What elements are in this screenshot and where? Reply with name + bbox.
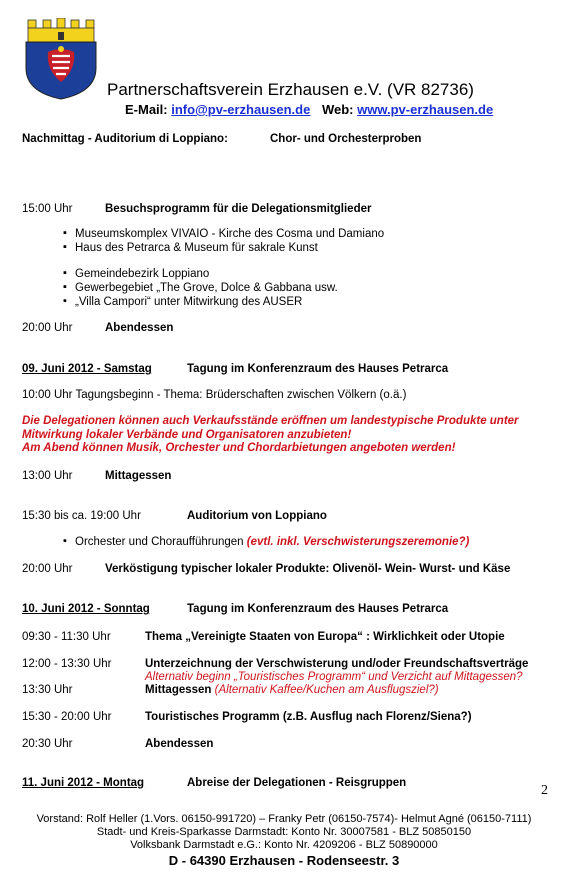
- crest-logo: [22, 18, 100, 100]
- monday-heading: 11. Juni 2012 - Montag: [22, 777, 145, 789]
- sunday-heading: 10. Juni 2012 - Sonntag: [22, 603, 150, 615]
- email-label: E-Mail:: [125, 102, 168, 117]
- visit-time: 15:00 Uhr: [22, 203, 73, 215]
- org-name: Partnerschaftsverein Erzhausen e.V. (VR 82736): [107, 80, 474, 99]
- sunday-item: Unterzeichnung der Verschwisterung und/oder Freundschaftsverträge: [145, 658, 529, 670]
- sunday-lunch-title: Mittagessen: [145, 684, 212, 696]
- monday-title: Abreise der Delegationen - Reisgruppen: [187, 777, 407, 789]
- dinner-title: Abendessen: [105, 322, 174, 334]
- saturday-note: Mitwirkung lokaler Verbände und Organisatoren anzubieten!: [22, 429, 352, 441]
- saturday-title: Tagung im Konferenzraum des Hauses Petrarca: [187, 363, 449, 375]
- saturday-note: Am Abend können Musik, Orchester und Chordarbietungen angeboten werden!: [22, 442, 456, 454]
- web-link[interactable]: www.pv-erzhausen.de: [357, 102, 494, 117]
- visit-item: ▪ Gemeindebezirk Loppiano: [75, 268, 209, 280]
- saturday-start: 10:00 Uhr Tagungsbeginn - Thema: Brüderschaften zwischen Völkern (o.ä.): [22, 389, 407, 401]
- auditorium-time: 15:30 bis ca. 19:00 Uhr: [22, 510, 141, 522]
- sunday-time: 20:30 Uhr: [22, 738, 73, 750]
- saturday-lunch-time: 13:00 Uhr: [22, 470, 73, 482]
- sunday-lunch-line: [145, 684, 439, 696]
- contact-line: [125, 102, 493, 117]
- sunday-time: 09:30 - 11:30 Uhr: [22, 631, 111, 643]
- saturday-note: Die Delegationen können auch Verkaufsstände eröffnen um landestypische Produkte unter: [22, 415, 519, 427]
- sunday-title: Tagung im Konferenzraum des Hauses Petrarca: [187, 603, 449, 615]
- footer-bank-2: Volksbank Darmstadt e.G.: Konto Nr. 4209206 - BLZ 50890000: [130, 839, 438, 851]
- footer-address: D - 64390 Erzhausen - Rodenseestr. 3: [168, 853, 400, 868]
- visit-item: ▪ „Villa Campori“ unter Mitwirkung des AUSER: [75, 296, 302, 308]
- auditorium-item-text: Orchester und Choraufführungen: [75, 536, 244, 548]
- sunday-alt-note: Alternativ beginn „Touristisches Programm“ und Verzicht auf Mittagessen?: [145, 671, 523, 683]
- evening-title: Verköstigung typischer lokaler Produkte: Olivenöl- Wein- Wurst- und Käse: [105, 563, 511, 575]
- sunday-item: Thema „Vereinigte Staaten von Europa“ : Wirklichkeit oder Utopie: [145, 631, 505, 643]
- evening-time: 20:00 Uhr: [22, 563, 73, 575]
- sunday-item: Abendessen: [145, 738, 214, 750]
- sunday-lunch-alt: (Alternativ Kaffee/Kuchen am Ausflugsziel?): [214, 684, 439, 696]
- afternoon-value: Chor- und Orchesterproben: [270, 133, 422, 145]
- saturday-lunch-title: Mittagessen: [105, 470, 172, 482]
- page-number: 2: [541, 783, 548, 798]
- auditorium-title: Auditorium von Loppiano: [187, 510, 327, 522]
- visit-title: Besuchsprogramm für die Delegationsmitglieder: [105, 203, 372, 215]
- dinner-time: 20:00 Uhr: [22, 322, 73, 334]
- email-link[interactable]: info@pv-erzhausen.de: [171, 102, 311, 117]
- sunday-time: 15:30 - 20:00 Uhr: [22, 711, 112, 723]
- web-label: Web:: [321, 102, 354, 117]
- saturday-heading: 09. Juni 2012 - Samstag: [22, 363, 152, 375]
- visit-item: ▪ Museumskomplex VIVAIO - Kirche des Cosma und Damiano: [75, 228, 384, 240]
- sunday-item: Touristisches Programm (z.B. Ausflug nach Florenz/Siena?): [145, 711, 472, 723]
- visit-item: ▪ Haus des Petrarca & Museum für sakrale Kunst: [75, 242, 318, 254]
- afternoon-label: Nachmittag - Auditorium di Loppiano:: [22, 133, 228, 145]
- visit-item: ▪ Gewerbegebiet „The Grove, Dolce & Gabbana usw.: [75, 282, 338, 294]
- footer-board: Vorstand: Rolf Heller (1.Vors. 06150-991720) – Franky Petr (06150-7574)- Helmut Agné (06150-7111): [36, 813, 532, 825]
- auditorium-item: [75, 536, 469, 548]
- sunday-time: 13:30 Uhr: [22, 684, 73, 696]
- auditorium-item-note: (evtl. inkl. Verschwisterungszeremonie?): [246, 536, 470, 548]
- footer-bank-1: Stadt- und Kreis-Sparkasse Darmstadt: Konto Nr. 30007581 - BLZ 50850150: [96, 826, 472, 838]
- sunday-time: 12:00 - 13:30 Uhr: [22, 658, 112, 670]
